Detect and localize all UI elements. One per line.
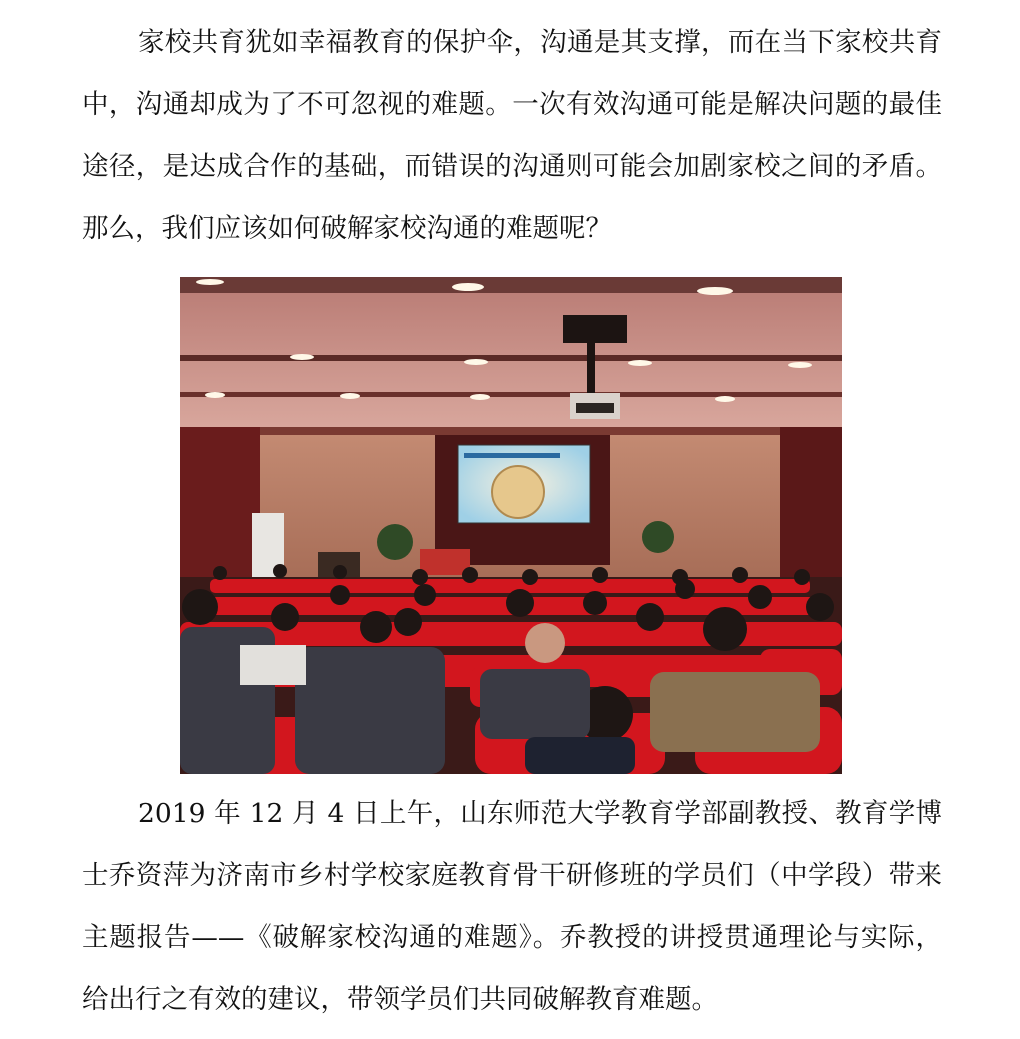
intro-paragraph: 家校共育犹如幸福教育的保护伞，沟通是其支撑，而在当下家校共育中，沟通却成为了不可忽视的难题。一次有效沟通可能是解决问题的最佳途径，是达成合作的基础，而错误的沟通则可能会加剧家校之间的矛盾。那么，我们应该如何破解家校沟通的难题呢？ — [82, 27, 942, 244]
lecture-hall-photo — [180, 277, 842, 774]
event-paragraph: 2019 年 12 月 4 日上午，山东师范大学教育学部副教授、教育学博士乔资萍为济南市乡村学校家庭教育骨干研修班的学员们（中学段）带来主题报告——《破解家校沟通的难题》。乔教授的讲授贯通理论与实际，给出行之有效的建议，带领学员们共同破解教育难题。 — [82, 798, 942, 1015]
